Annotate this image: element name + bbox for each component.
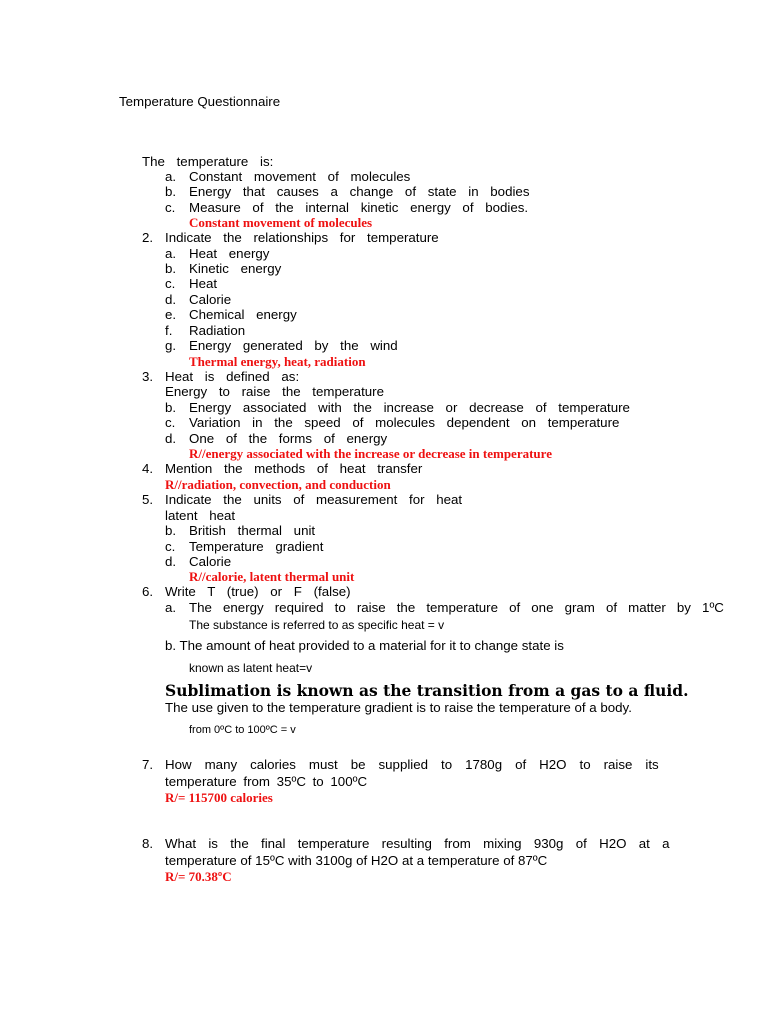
q5-option-d-marker: d. bbox=[165, 554, 177, 569]
q3-number: 3. bbox=[142, 369, 154, 384]
q1-option-a: Constant movement of molecules bbox=[189, 169, 411, 184]
q5-number: 5. bbox=[142, 492, 154, 507]
q8-line2: temperature of 15ºC with 3100g of H2O at a temperature of 87ºC bbox=[165, 853, 548, 868]
q2-option-g-marker: g. bbox=[165, 338, 177, 353]
q5-option-c-marker: c. bbox=[165, 539, 176, 554]
q2-option-d: Calorie bbox=[189, 292, 232, 307]
q6-item-b-line2: known as latent heat=v bbox=[189, 661, 313, 675]
q2-option-a: Heat energy bbox=[189, 246, 270, 261]
q1-stem: The temperature is: bbox=[142, 154, 274, 169]
q1-option-c-marker: c. bbox=[165, 200, 176, 215]
q8-answer: R/= 70.38ºC bbox=[165, 869, 232, 884]
q1-answer: Constant movement of molecules bbox=[189, 215, 373, 230]
q3-option-c: Variation in the speed of molecules dependent on temperature bbox=[189, 415, 620, 430]
q7-answer: R/= 115700 calories bbox=[165, 790, 273, 805]
q6-item-a: The energy required to raise the temperature of one gram of matter by 1ºC bbox=[189, 600, 724, 615]
q6-stem: Write T (true) or F (false) bbox=[165, 584, 351, 599]
q1-option-b: Energy that causes a change of state in bodies bbox=[189, 184, 530, 199]
q5-option-b-marker: b. bbox=[165, 523, 177, 538]
q6-item-a-marker: a. bbox=[165, 600, 177, 615]
q2-option-b: Kinetic energy bbox=[189, 261, 282, 276]
q6-sublimation: Sublimation is known as the transition from a gas to a fluid. bbox=[165, 681, 689, 700]
q4-stem: Mention the methods of heat transfer bbox=[165, 461, 423, 476]
q5-option-a: latent heat bbox=[165, 508, 236, 523]
q2-option-d-marker: d. bbox=[165, 292, 177, 307]
q2-answer: Thermal energy, heat, radiation bbox=[189, 354, 366, 369]
q8-line1: What is the final temperature resulting from mixing 930g of H2O at a bbox=[165, 836, 670, 851]
q5-stem: Indicate the units of measurement for heat bbox=[165, 492, 463, 507]
q7-line1: How many calories must be supplied to 1780g of H2O to raise its bbox=[165, 757, 659, 772]
q2-option-e-marker: e. bbox=[165, 307, 177, 322]
q6-gradient-line1: The use given to the temperature gradient is to raise the temperature of a body. bbox=[165, 700, 632, 715]
q3-answer: R//energy associated with the increase or decrease in temperature bbox=[189, 446, 552, 461]
q5-option-b: British thermal unit bbox=[189, 523, 316, 538]
q2-number: 2. bbox=[142, 230, 154, 245]
q3-option-b: Energy associated with the increase or decrease of temperature bbox=[189, 400, 630, 415]
q3-option-c-marker: c. bbox=[165, 415, 176, 430]
q1-option-a-marker: a. bbox=[165, 169, 177, 184]
q2-option-f: Radiation bbox=[189, 323, 246, 338]
q6-number: 6. bbox=[142, 584, 154, 599]
q1-option-c: Measure of the internal kinetic energy of bodies. bbox=[189, 200, 529, 215]
q4-number: 4. bbox=[142, 461, 154, 476]
q2-option-b-marker: b. bbox=[165, 261, 177, 276]
q5-option-c: Temperature gradient bbox=[189, 539, 324, 554]
q6-item-b-line1: b. The amount of heat provided to a material for it to change state is bbox=[165, 638, 564, 653]
q5-answer: R//calorie, latent thermal unit bbox=[189, 569, 355, 584]
q3-stem: Heat is defined as: bbox=[165, 369, 300, 384]
q1-option-b-marker: b. bbox=[165, 184, 177, 199]
q7-line2: temperature from 35ºC to 100ºC bbox=[165, 774, 368, 789]
q2-option-g: Energy generated by the wind bbox=[189, 338, 398, 353]
q5-option-d: Calorie bbox=[189, 554, 232, 569]
q7-number: 7. bbox=[142, 757, 154, 772]
q6-gradient-line2: from 0ºC to 100ºC = v bbox=[189, 724, 296, 736]
q4-answer: R//radiation, convection, and conduction bbox=[165, 477, 391, 492]
q3-option-b-marker: b. bbox=[165, 400, 177, 415]
q2-option-a-marker: a. bbox=[165, 246, 177, 261]
q3-option-d: One of the forms of energy bbox=[189, 431, 388, 446]
q3-option-a: Energy to raise the temperature bbox=[165, 384, 384, 399]
q3-option-d-marker: d. bbox=[165, 431, 177, 446]
q6-item-a-sub: The substance is referred to as specific heat = v bbox=[189, 618, 445, 632]
q2-option-c: Heat bbox=[189, 276, 218, 291]
q2-option-e: Chemical energy bbox=[189, 307, 297, 322]
page-title: Temperature Questionnaire bbox=[119, 94, 281, 109]
q8-number: 8. bbox=[142, 836, 154, 851]
q2-option-c-marker: c. bbox=[165, 276, 176, 291]
q2-option-f-marker: f. bbox=[165, 323, 173, 338]
q2-stem: Indicate the relationships for temperature bbox=[165, 230, 439, 245]
